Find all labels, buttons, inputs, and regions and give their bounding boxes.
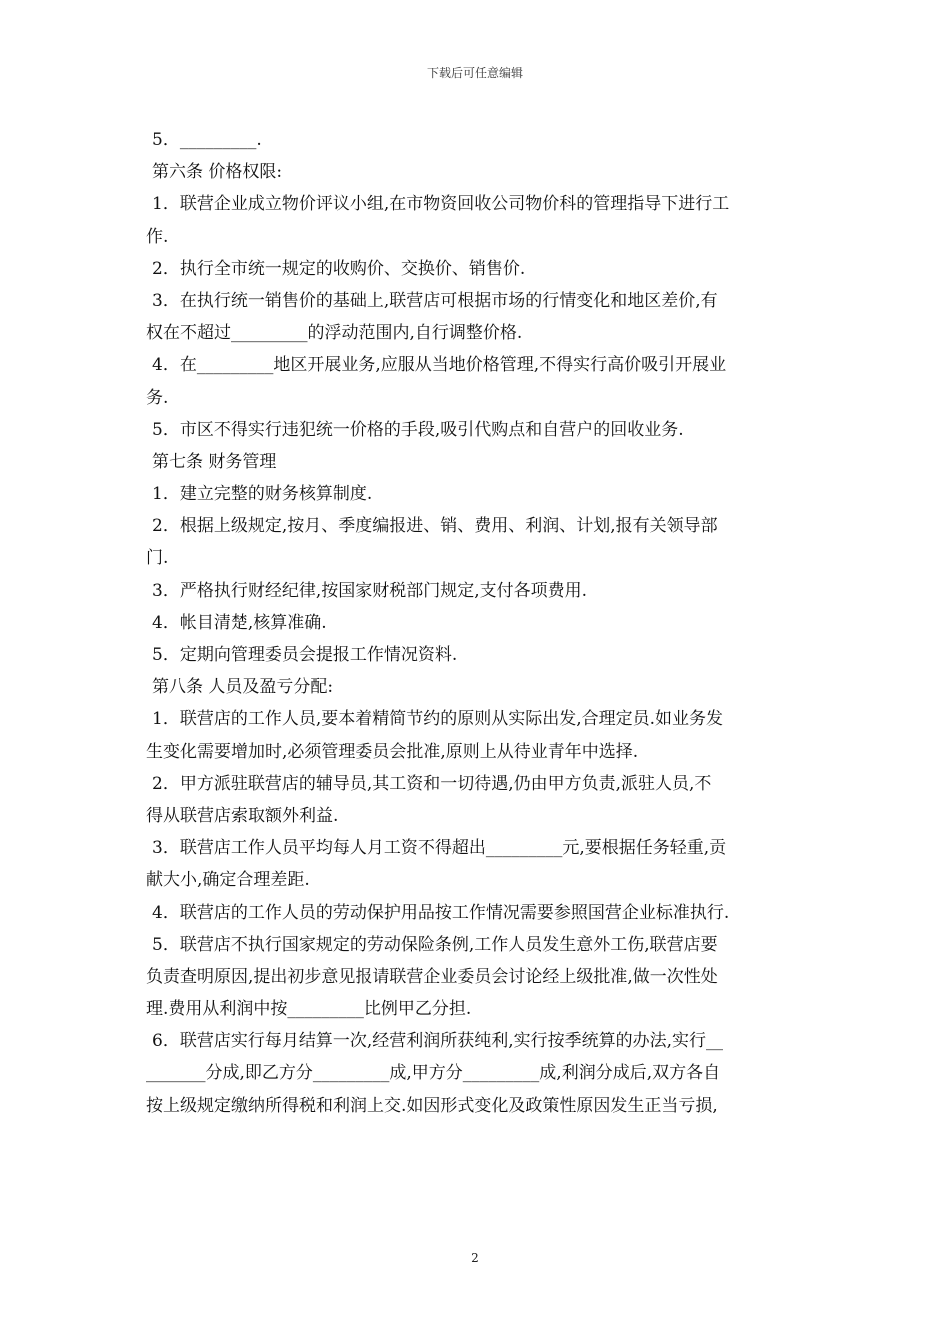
page-header: 下载后可任意编辑 <box>426 66 523 80</box>
clause-line: 3．联营店工作人员平均每人月工资不得超出_________元,要根据任务轻重,贡 <box>152 838 727 859</box>
clause-line: 理.费用从利润中按_________比例甲乙分担. <box>146 999 472 1020</box>
clause-line: 1．建立完整的财务核算制度. <box>152 484 373 505</box>
clause-line: 4．联营店的工作人员的劳动保护用品按工作情况需要参照国营企业标准执行. <box>152 902 730 923</box>
page-number: 2 <box>471 1251 479 1265</box>
clause-line: 作. <box>146 226 169 247</box>
clause-line: 得从联营店索取额外利益. <box>146 805 339 826</box>
article-heading-8: 第八条 人员及盈亏分配: <box>152 677 334 698</box>
clause-line: 5．_________. <box>152 130 262 150</box>
clause-line: 4．帐目清楚,核算准确. <box>152 612 327 633</box>
clause-line: 2．根据上级规定,按月、季度编报进、销、费用、利润、计划,报有关领导部 <box>152 516 718 537</box>
clause-line: 5．定期向管理委员会提报工作情况资料. <box>152 645 458 665</box>
clause-line: 务. <box>146 387 169 408</box>
article-heading-7: 第七条 财务管理 <box>152 451 277 472</box>
clause-line: 2．甲方派驻联营店的辅导员,其工资和一切待遇,仍由甲方负责,派驻人员,不 <box>152 773 712 794</box>
clause-line: 6．联营店实行每月结算一次,经营利润所获纯利,实行按季统算的办法,实行__ <box>152 1031 724 1052</box>
clause-line: 门. <box>146 548 169 569</box>
clause-line: 负责查明原因,提出初步意见报请联营企业委员会讨论经上级批准,做一次性处 <box>146 966 718 987</box>
clause-line: 1．联营企业成立物价评议小组,在市物资回收公司物价科的管理指导下进行工 <box>152 194 730 215</box>
clause-line: 按上级规定缴纳所得税和利润上交.如因形式变化及政策性原因发生正当亏损, <box>146 1095 718 1116</box>
clause-line: 权在不超过_________的浮动范围内,自行调整价格. <box>146 323 523 344</box>
clause-line: 4．在_________地区开展业务,应服从当地价格管理,不得实行高价吸引开展业 <box>152 355 727 376</box>
clause-line: 献大小,确定合理差距. <box>146 870 310 891</box>
clause-line: 3．在执行统一销售价的基础上,联营店可根据市场的行情变化和地区差价,有 <box>152 290 718 311</box>
clause-line: 5．联营店不执行国家规定的劳动保险条例,工作人员发生意外工伤,联营店要 <box>152 934 718 955</box>
document-body <box>146 124 808 1122</box>
article-heading-6: 第六条 价格权限: <box>152 162 283 183</box>
clause-line: 3．严格执行财经纪律,按国家财税部门规定,支付各项费用. <box>152 580 588 601</box>
clause-line: 1．联营店的工作人员,要本着精简节约的原则从实际出发,合理定员.如业务发 <box>152 709 724 730</box>
clause-line: 生变化需要增加时,必须管理委员会批准,原则上从待业青年中选择. <box>146 741 639 762</box>
clause-line: 5．市区不得实行违犯统一价格的手段,吸引代购点和自营户的回收业务. <box>152 419 684 440</box>
clause-line: 2．执行全市统一规定的收购价、交换价、销售价. <box>152 258 526 279</box>
clause-line: _______分成,即乙方分_________成,甲方分_________成,利润分成后,双方各自 <box>146 1063 721 1084</box>
